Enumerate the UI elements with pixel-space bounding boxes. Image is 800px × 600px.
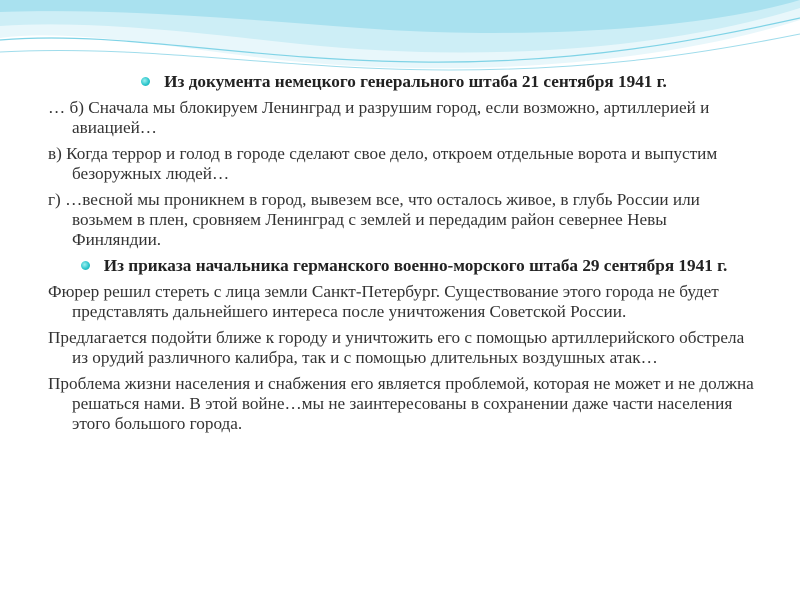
section-general-staff [48, 72, 760, 250]
section-heading-text: Из документа немецкого генерального штаба 21 сентября 1941 г. [164, 72, 667, 91]
bullet-icon [141, 77, 150, 86]
quote-paragraph: Фюрер решил стереть с лица земли Санкт-Петербург. Существование этого города не будет представлять дальнейшего интереса после уничтожения Советской России. [48, 282, 719, 321]
section-heading [48, 72, 760, 92]
document-body [48, 72, 760, 440]
quote-paragraph: в) Когда террор и голод в городе сделают свое дело, откроем отдельные ворота и выпустим безоружных людей… [48, 144, 718, 183]
quote-paragraph: Предлагается подойти ближе к городу и уничтожить его с помощью артиллерийского обстрела из орудий различного калибра, так и с помощью длительных воздушных атак… [48, 328, 745, 367]
quote-paragraph: г) …весной мы проникнем в город, вывезем все, что осталось живое, в глубь России или возьмем в плен, сровняем Ленинград с землей и передадим район севернее Невы Финляндии. [48, 190, 700, 249]
quote-paragraph: Проблема жизни населения и снабжения его является проблемой, которая не может и не должна решаться нами. В этой войне…мы не заинтересованы в сохранении даже части населения этого большого города. [48, 374, 754, 433]
section-heading [48, 256, 760, 276]
section-naval-staff [48, 256, 760, 434]
section-heading-text: Из приказа начальника германского военно-морского штаба 29 сентября 1941 г. [103, 256, 728, 275]
bullet-icon [81, 261, 90, 270]
quote-paragraph: … б) Сначала мы блокируем Ленинград и разрушим город, если возможно, артиллерией и авиацией… [48, 98, 710, 137]
